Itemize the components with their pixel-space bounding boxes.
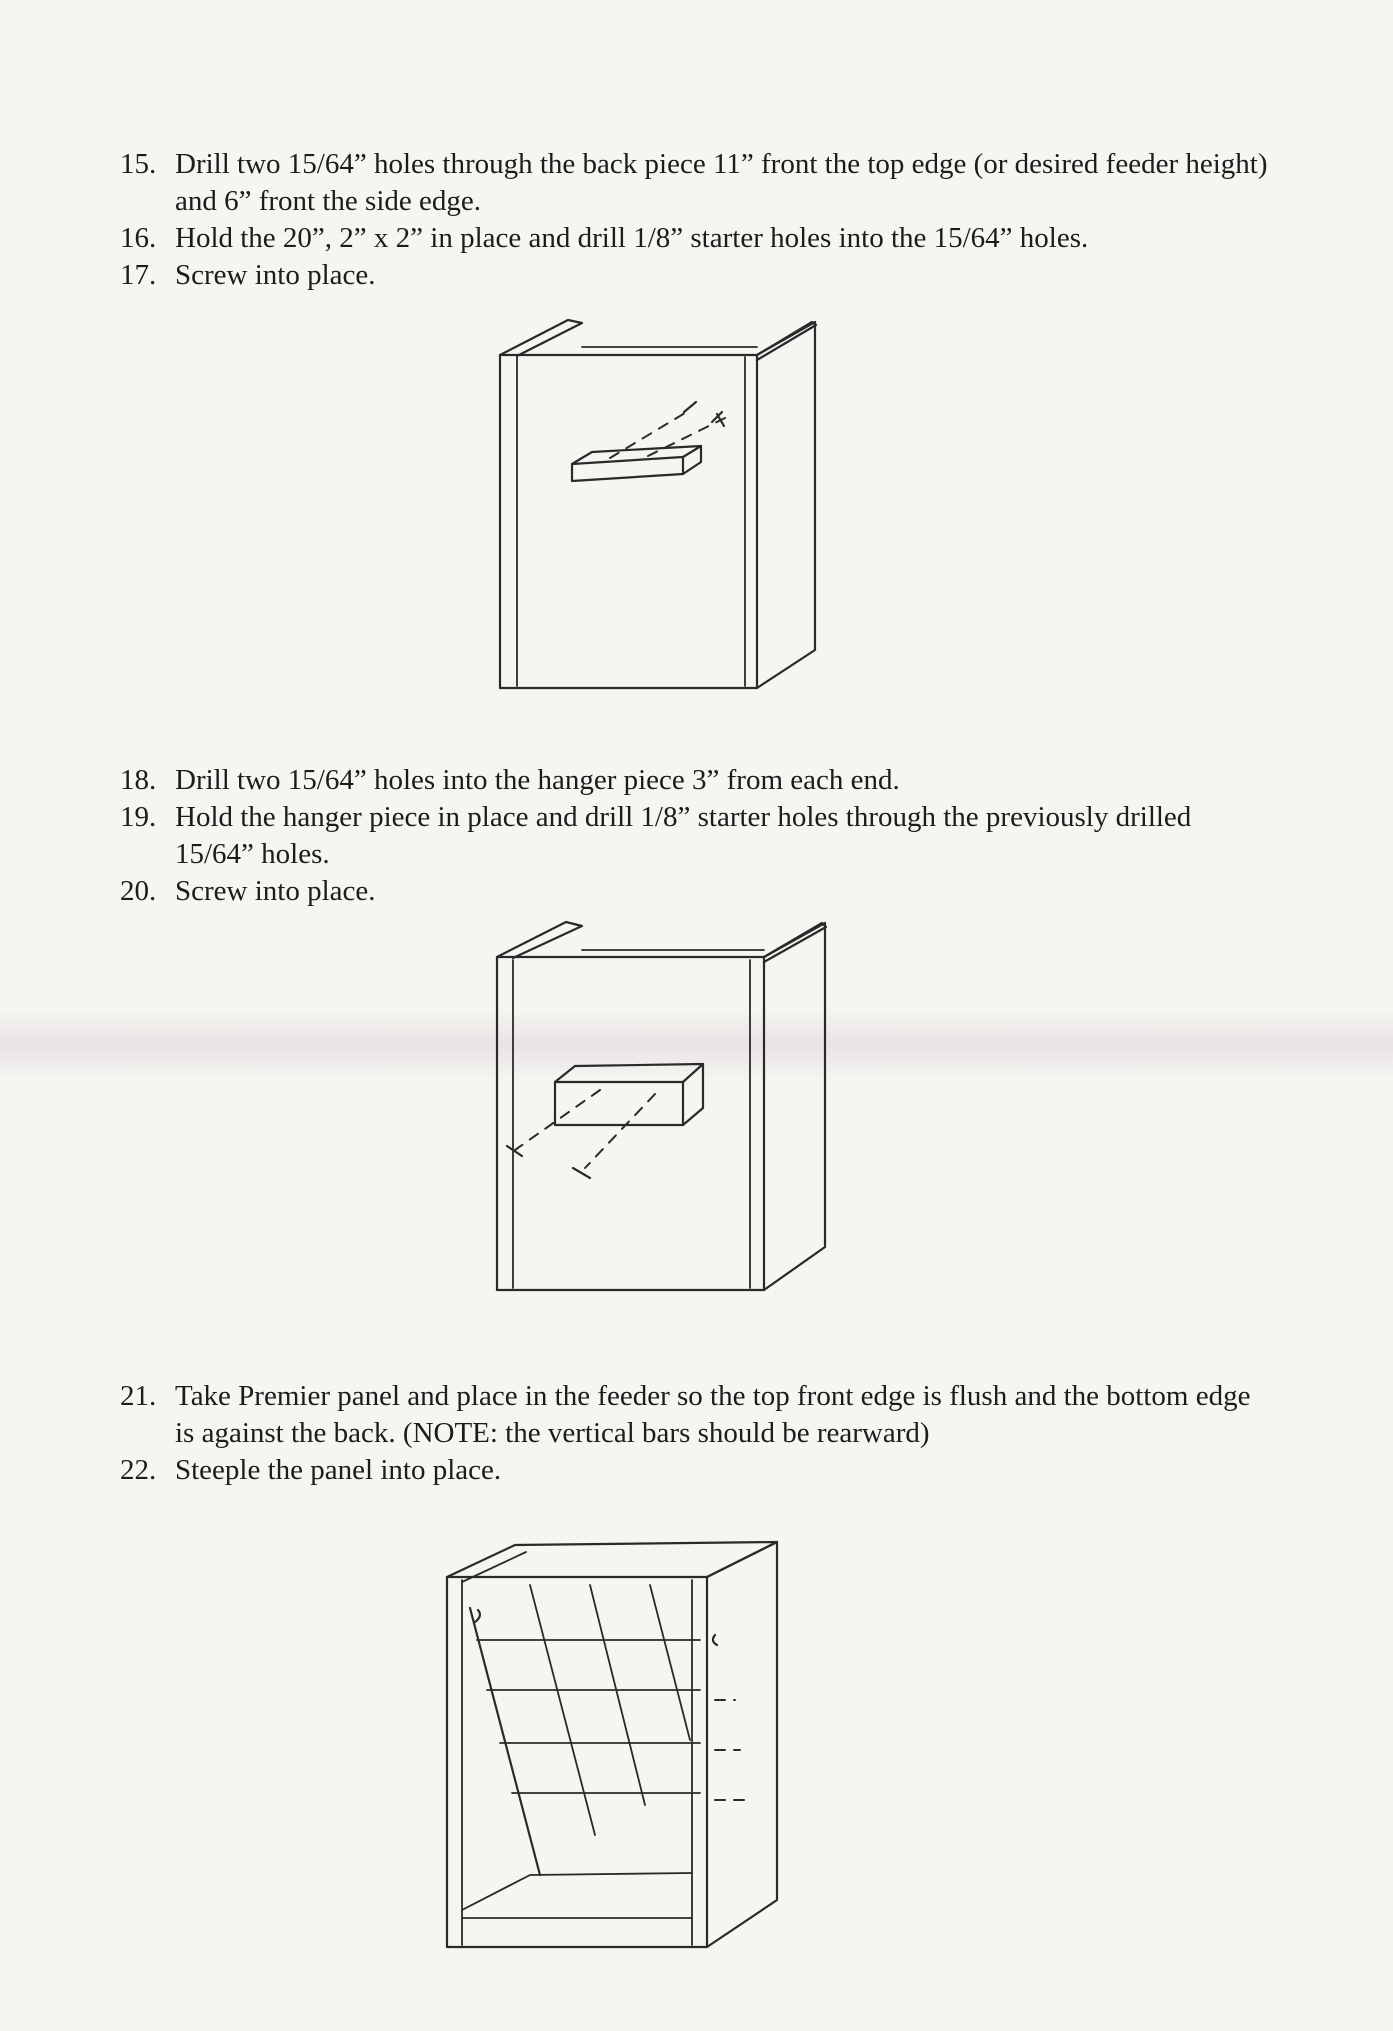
feeder-box-sketch-3 [447, 1542, 777, 1947]
step-text: Hold the 20”, 2” x 2” in place and drill 1/8” starter holes into the 15/64” holes. [175, 222, 1089, 254]
step-number: 22. [120, 1454, 157, 1486]
step-number: 21. [120, 1380, 157, 1412]
step-number: 17. [120, 259, 157, 291]
step-text: Take Premier panel and place in the feeder so the top front edge is flush and the bottom edge is against the back. (NOTE: the vertical bars should be rearward) [175, 1380, 1251, 1449]
step-text: Screw into place. [175, 259, 376, 291]
step-text: Hold the hanger piece in place and drill 1/8” starter holes through the previously drilled 15/64” holes. [175, 801, 1192, 870]
step-text: Screw into place. [175, 875, 376, 907]
step-number: 20. [120, 875, 157, 907]
step-number: 19. [120, 801, 157, 833]
step-text: Drill two 15/64” holes through the back piece 11” front the top edge (or desired feeder height) and 6” front the side edge. [175, 148, 1268, 217]
step-number: 15. [120, 148, 157, 180]
step-text: Drill two 15/64” holes into the hanger piece 3” from each end. [175, 764, 900, 796]
step-number: 16. [120, 222, 157, 254]
step-text: Steeple the panel into place. [175, 1454, 502, 1486]
step-number: 18. [120, 764, 157, 796]
premier-panel-grid [470, 1585, 745, 1875]
